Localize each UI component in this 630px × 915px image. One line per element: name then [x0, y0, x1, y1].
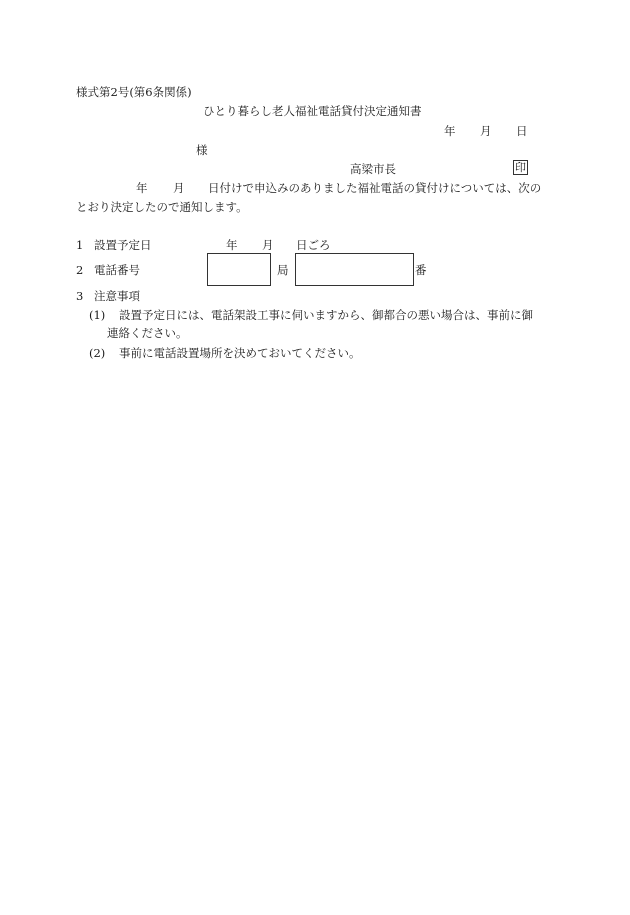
note2-marker: (2)	[89, 346, 106, 360]
body-text-line1: 日付けで申込みのありました福祉電話の貸付けについては、次の	[208, 181, 542, 195]
item1-label: 設置予定日	[94, 238, 152, 252]
item2-exchange-suffix: 局	[277, 263, 289, 277]
item1-year-label: 年	[226, 238, 238, 252]
item3-label: 注意事項	[94, 289, 140, 303]
item1-number: 1	[76, 238, 84, 252]
seal-mark: 印	[515, 161, 526, 174]
form-number: 様式第2号(第6条関係)	[76, 85, 192, 99]
phone-number-box[interactable]	[295, 253, 414, 286]
note1-marker: (1)	[89, 308, 106, 322]
item2-number: 2	[76, 263, 84, 277]
item1-month-label: 月	[262, 238, 274, 252]
item3-number: 3	[76, 289, 84, 303]
document-title: ひとり暮らし老人福祉電話貸付決定通知書	[203, 104, 422, 118]
note1-line2: 連絡ください。	[107, 326, 188, 340]
body-text-line2: とおり決定したので通知します。	[76, 200, 248, 214]
addressee-suffix: 様	[196, 143, 208, 157]
date-day-label: 日	[516, 124, 528, 138]
item1-day-suffix: 日ごろ	[296, 238, 331, 252]
date-month-label: 月	[480, 124, 492, 138]
note2-line1: 事前に電話設置場所を決めておいてください。	[119, 346, 361, 360]
body-year-label: 年	[136, 181, 148, 195]
date-year-label: 年	[444, 124, 456, 138]
body-month-label: 月	[173, 181, 185, 195]
issuer-name: 高梁市長	[350, 162, 396, 176]
phone-exchange-box[interactable]	[207, 253, 271, 286]
item2-label: 電話番号	[94, 263, 140, 277]
note1-line1: 設置予定日には、電話架設工事に伺いますから、御都合の悪い場合は、事前に御	[119, 308, 533, 322]
item2-number-suffix: 番	[415, 263, 427, 277]
